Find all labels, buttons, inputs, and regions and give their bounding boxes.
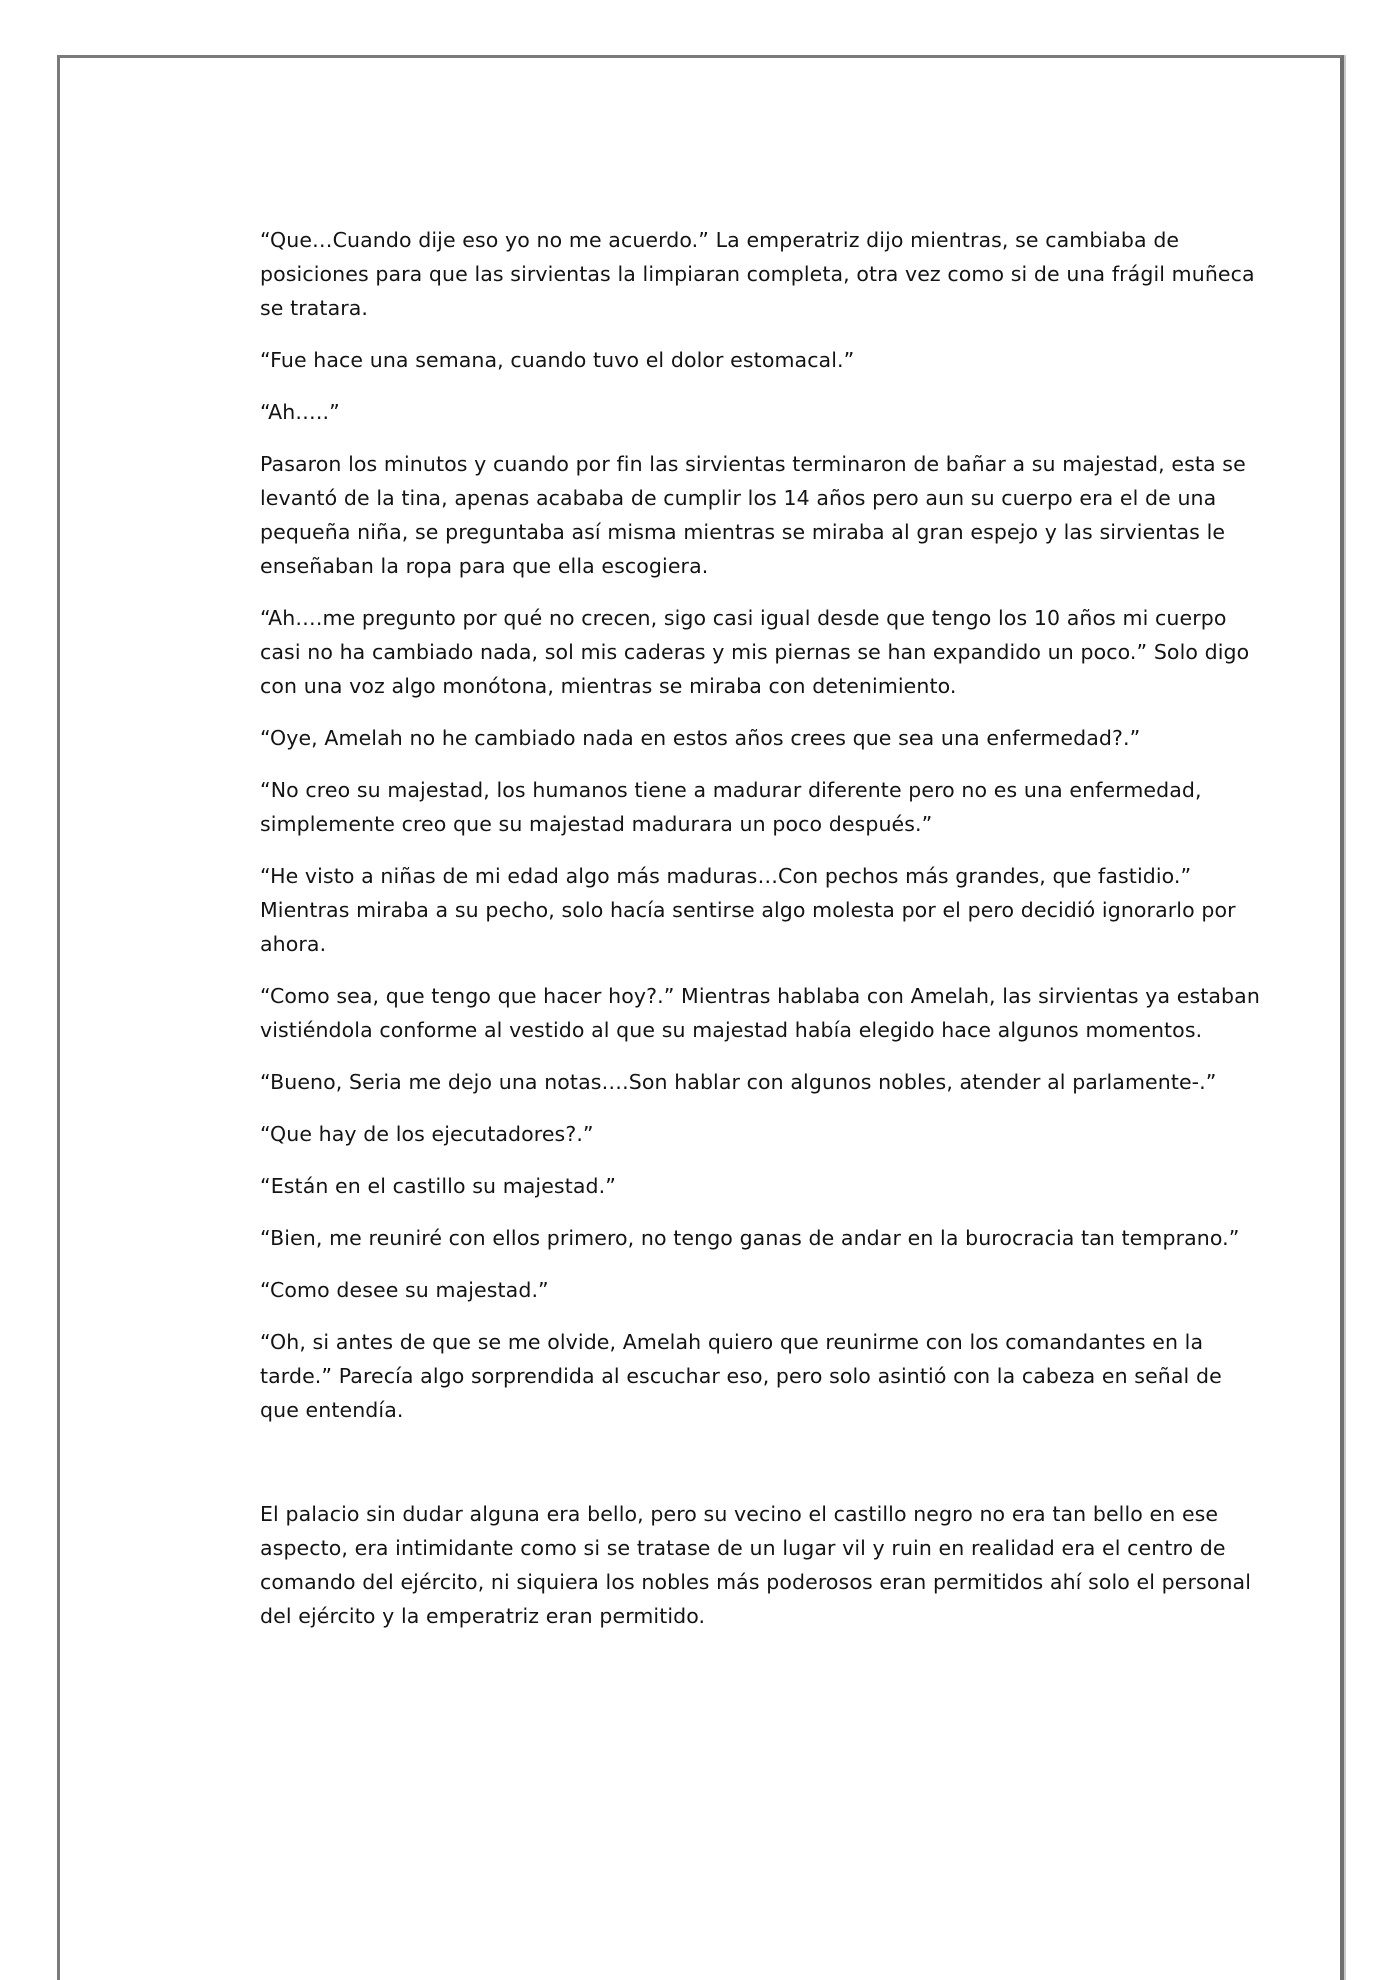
paragraph: “Que…Cuando dije eso yo no me acuerdo.” La emperatriz dijo mientras, se cambiaba de posiciones para que las sirvientas la limpiaran completa, otra vez como si de una frágil muñeca se tratara. [260, 228, 1255, 320]
paragraph: “Están en el castillo su majestad.” [260, 1174, 616, 1198]
paragraph: El palacio sin dudar alguna era bello, pero su vecino el castillo negro no era tan bello en ese aspecto, era intimidante como si se tratase de un lugar vil y ruin en realidad era el centro de comando del ejército, ni siquiera los nobles más poderosos eran permitidos ahí solo el personal del ejército y la emperatriz eran permitido. [260, 1502, 1252, 1628]
paragraph: “He visto a niñas de mi edad algo más maduras…Con pechos más grandes, que fastidio.” Mientras miraba a su pecho, solo hacía sentirse algo molesta por el pero decidió ignorarlo por ahora. [260, 864, 1236, 956]
paragraph: “Ah…..” [260, 400, 340, 424]
document-page [57, 55, 1344, 1980]
paragraph: “Como sea, que tengo que hacer hoy?.” Mientras hablaba con Amelah, las sirvientas ya estaban vistiéndola conforme al vestido al que su majestad había elegido hace algunos momentos. [260, 984, 1260, 1042]
paragraph: “Como desee su majestad.” [260, 1278, 549, 1302]
paragraph: “No creo su majestad, los humanos tiene a madurar diferente pero no es una enfermedad, simplemente creo que su majestad madurara un poco después.” [260, 778, 1202, 836]
paragraph: “Ah….me pregunto por qué no crecen, sigo casi igual desde que tengo los 10 años mi cuerpo casi no ha cambiado nada, sol mis caderas y mis piernas se han expandido un poco.” Solo digo con una voz algo monótona, mientras se miraba con detenimiento. [260, 606, 1250, 698]
paragraph: “Que hay de los ejecutadores?.” [260, 1122, 594, 1146]
paragraph: “Oye, Amelah no he cambiado nada en estos años crees que sea una enfermedad?.” [260, 726, 1141, 750]
page-body [260, 223, 1265, 1651]
paragraph: “Fue hace una semana, cuando tuvo el dolor estomacal.” [260, 348, 855, 372]
paragraph: “Bien, me reuniré con ellos primero, no tengo ganas de andar en la burocracia tan temprano.” [260, 1226, 1240, 1250]
paragraph: “Bueno, Seria me dejo una notas….Son hablar con algunos nobles, atender al parlamente-.” [260, 1070, 1217, 1094]
paragraph: Pasaron los minutos y cuando por fin las sirvientas terminaron de bañar a su majestad, esta se levantó de la tina, apenas acababa de cumplir los 14 años pero aun su cuerpo era el de una pequeña niña, se preguntaba así misma mientras se miraba al gran espejo y las sirvientas le enseñaban la ropa para que ella escogiera. [260, 452, 1246, 578]
paragraph: “Oh, si antes de que se me olvide, Amelah quiero que reunirme con los comandantes en la tarde.” Parecía algo sorprendida al escuchar eso, pero solo asintió con la cabeza en señal de que entendía. [260, 1330, 1222, 1422]
